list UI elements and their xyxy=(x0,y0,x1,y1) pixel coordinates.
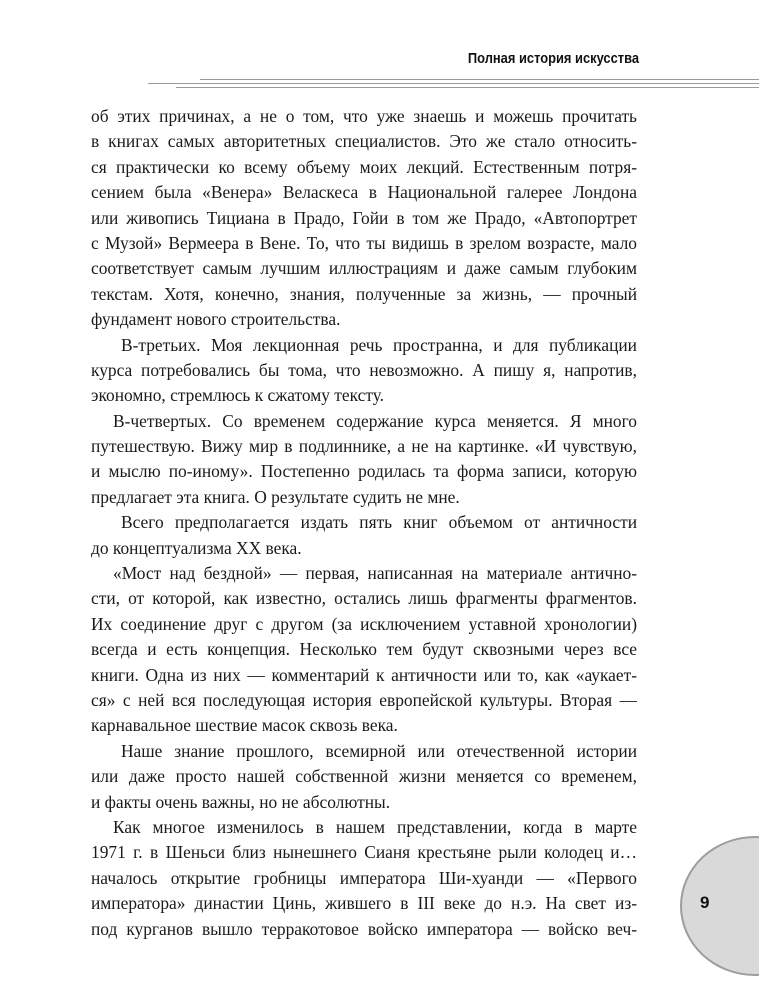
text-line: сти, от которой, как известно, остались лишь фрагменты фрагментов. xyxy=(91,588,637,609)
text-line: В-третьих. Моя лекционная речь пространна, и для публикации xyxy=(121,334,637,355)
page-number: 9 xyxy=(700,893,710,912)
text-line: всегда и есть концепция. Несколько тем будут сквозными через все xyxy=(91,639,637,660)
text-line: ся практически ко всему объему моих лекций. Естественным потря- xyxy=(91,156,637,177)
text-line: и факты очень важны, но не абсолютны. xyxy=(91,791,391,812)
text-line: соответствует самым лучшим иллюстрациям и даже самым глубоким xyxy=(91,258,637,279)
running-head-title: Полная история искусства xyxy=(467,50,639,67)
text-line: предлагает эта книга. О результате судить не мне. xyxy=(91,486,460,507)
text-line: экономно, стремлюсь к сжатому тексту. xyxy=(91,385,385,406)
header-rule xyxy=(148,83,759,84)
header-rule xyxy=(200,79,759,80)
text-line: карнавальное шествие масок сквозь века. xyxy=(91,715,398,736)
text-line: до концептуализма XX века. xyxy=(91,537,302,558)
text-line: под курганов вышло терракотовое войско императора — войско веч- xyxy=(91,918,637,939)
text-line: «Мост над бездной» — первая, написанная на материале антично- xyxy=(113,563,637,584)
text-line: началось открытие гробницы императора Ши-хуанди — «Первого xyxy=(91,867,637,888)
body-text xyxy=(91,104,637,942)
text-line: путешествую. Вижу мир в подлиннике, а не на картинке. «И чувствую, xyxy=(91,436,637,457)
text-line: Их соединение друг с другом (за исключением уставной хронологии) xyxy=(91,613,637,634)
text-line: 1971 г. в Шеньси близ нынешнего Сианя крестьяне рыли колодец и… xyxy=(91,842,637,863)
header-rule xyxy=(176,87,759,88)
text-line: императора» династии Цинь, жившего в III веке до н.э. На свет из- xyxy=(91,893,637,914)
text-line: сением была «Венера» Веласкеса в Национальной галерее Лондона xyxy=(91,182,637,203)
text-line: В-четвертых. Со временем содержание курса меняется. Я много xyxy=(113,410,637,431)
text-line: или даже просто нашей собственной жизни меняется со временем, xyxy=(91,766,637,787)
text-line: фундамент нового строительства. xyxy=(91,309,341,330)
text-line: Всего предполагается издать пять книг объемом от античности xyxy=(121,512,637,533)
page-number-badge xyxy=(680,836,759,976)
text-line: об этих причинах, а не о том, что уже знаешь и можешь прочитать xyxy=(91,106,637,126)
text-line: текстам. Хотя, конечно, знания, полученные за жизнь, — прочный xyxy=(91,283,637,304)
text-line: книги. Одна из них — комментарий к античности или то, как «аукает- xyxy=(91,664,637,685)
text-line: ся» с ней вся последующая история европейской культуры. Вторая — xyxy=(91,689,637,710)
text-line: и мыслю по-иному». Постепенно родилась та форма записи, которую xyxy=(91,461,637,482)
text-line: или живопись Тициана в Прадо, Гойи в том же Прадо, «Автопортрет xyxy=(91,207,637,228)
text-line: Наше знание прошлого, всемирной или отечественной истории xyxy=(121,740,637,761)
text-line: Как многое изменилось в нашем представлении, когда в марте xyxy=(113,816,637,837)
text-line: в книгах самых авторитетных специалистов. Это же стало относить- xyxy=(91,131,637,152)
text-line: с Музой» Вермеера в Вене. То, что ты видишь в зрелом возрасте, мало xyxy=(91,232,637,253)
text-line: курса потребовались бы тома, что невозможно. А пишу я, напротив, xyxy=(91,359,637,380)
